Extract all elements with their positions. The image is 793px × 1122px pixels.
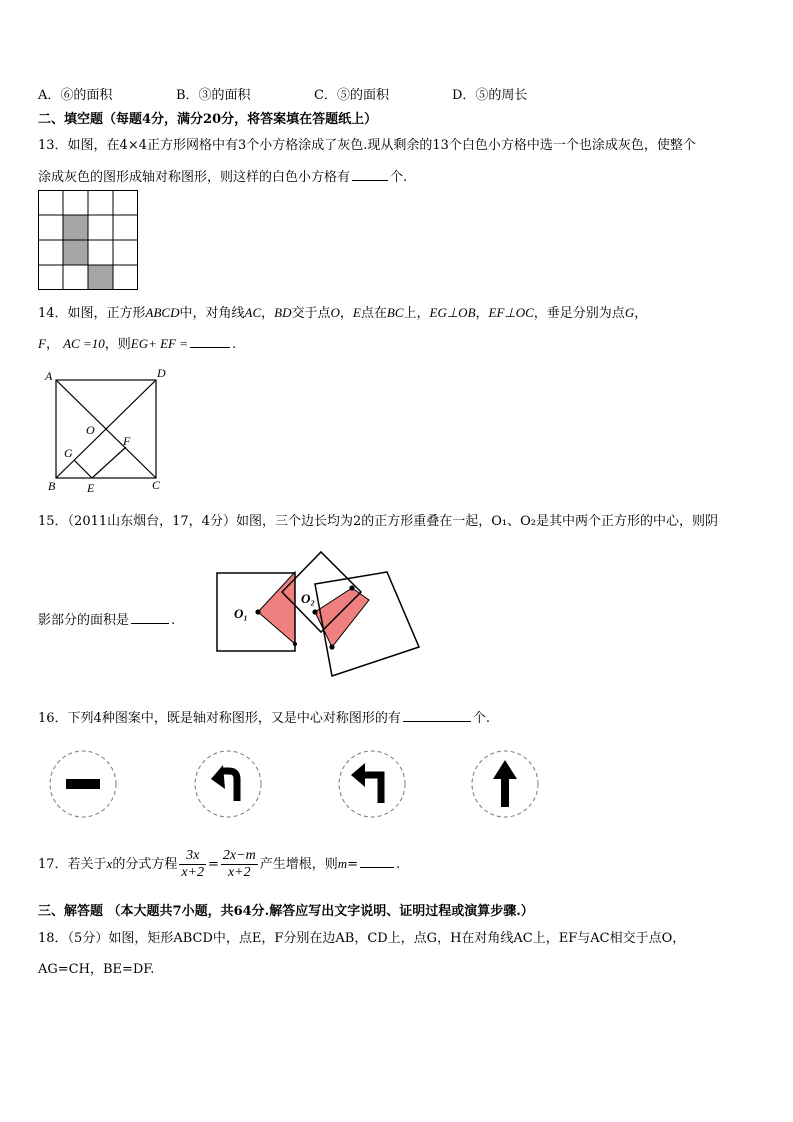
fraction-right (221, 848, 258, 881)
straight-arrow-icon (470, 749, 540, 819)
q17-end: . (396, 857, 401, 872)
section2-header: 二、填空题（每题4分，满分20分，将答案填在答题纸上） (38, 112, 378, 127)
q17-mid: 的分式方程 (112, 857, 178, 872)
q13-text-end: 个. (390, 170, 408, 185)
label-e: E (87, 481, 95, 495)
q14-abcd: ABCD (145, 305, 180, 320)
option-d: D．⑤的周长 (452, 88, 528, 103)
q14-t6: ，垂足分别为点 (533, 306, 625, 321)
q17-line (38, 848, 400, 881)
q14-g: G (624, 305, 635, 320)
q14-c2: ， (339, 306, 353, 321)
answer-blank (131, 622, 169, 624)
q14-t7: ，则 (104, 337, 131, 352)
q17-equals: = (347, 857, 359, 872)
label-o: O (86, 423, 95, 437)
q14-e: E (352, 305, 361, 320)
q14-c3: ， (475, 306, 489, 321)
q14-line1 (38, 302, 647, 321)
q16-line (38, 707, 490, 726)
q14-c4: ， (634, 306, 648, 321)
q14-c5: ， (45, 337, 59, 352)
option-c: C．⑤的面积 (314, 88, 389, 103)
no-entry-symbol-icon (48, 749, 118, 819)
q14-ac: AC (244, 305, 262, 320)
fraction-right-den: x+2 (227, 865, 251, 880)
q14-eg-ob: EG⊥OB (429, 305, 476, 320)
q16-end: 个. (472, 711, 490, 726)
q14-bd: BD (274, 305, 292, 320)
section3-header: 三、解答题 （本大题共7小题，共64分.解答应写出文字说明、证明过程或演算步骤.） (38, 904, 534, 919)
grid-cell-gray-1 (63, 215, 88, 240)
shaded-region-left (258, 572, 295, 644)
q15-text: 影部分的面积是 (38, 613, 130, 628)
label-d: D (157, 366, 166, 380)
grid-cell-gray-3 (88, 265, 113, 290)
label-c: C (152, 478, 161, 492)
q14-period: . (232, 337, 237, 352)
grid-cell-gray-2 (63, 240, 88, 265)
q13-line2 (38, 166, 407, 185)
q14-t3: 交于点 (291, 306, 331, 321)
label-a: A (45, 369, 53, 383)
q14-t4: 点在 (360, 306, 387, 321)
q14-t5: 上， (403, 306, 430, 321)
answer-blank (352, 179, 388, 181)
q13-line1: 13．如图，在4×4正方形网格中有3个小方格涂成了灰色.现从剩余的13个白色小方格中选一个也涂成灰色，使整个 (38, 138, 696, 153)
answer-blank (403, 720, 471, 722)
fraction-left-den: x+2 (181, 865, 205, 880)
q14-o: O (330, 305, 340, 320)
q17-x: x (106, 856, 113, 871)
q17-suffix: 产生增根，则 (259, 857, 338, 872)
option-b: B．③的面积 (176, 88, 251, 103)
q14-bc: BC (386, 305, 404, 320)
label-f: F (123, 434, 131, 448)
u-turn-arrow-icon (193, 749, 263, 819)
q14-f: F (38, 336, 46, 351)
q15-line1: 15．（2011山东烟台，17，4分）如图，三个边长均为2的正方形重叠在一起，O₁、O₂是其中两个正方形的中心，则阴 (38, 514, 718, 529)
q17-m: m (337, 856, 348, 871)
q14-t2: 中，对角线 (179, 306, 245, 321)
q17-prefix: 17．若关于 (38, 857, 107, 872)
q14-line2 (38, 333, 236, 352)
q15-period: . (171, 613, 176, 628)
q13-grid-figure (38, 190, 138, 290)
q14-square-figure (44, 368, 169, 498)
label-o2: O₂ (301, 591, 315, 606)
fraction-right-num: 2x−m (222, 848, 256, 863)
q18-line2: AG=CH，BE=DF. (38, 962, 155, 977)
q14-ef-oc: EF⊥OC (488, 305, 534, 320)
q14-t1: 14．如图，正方形 (38, 306, 146, 321)
shaded-region-right (315, 588, 369, 647)
fraction-left (179, 848, 206, 881)
label-b: B (48, 479, 56, 493)
label-o1: O₁ (234, 606, 248, 621)
left-turn-arrow-icon (337, 749, 407, 819)
answer-blank (360, 866, 394, 868)
option-a: A．⑥的面积 (38, 88, 113, 103)
q18-line1: 18．（5分）如图，矩形ABCD中，点E，F分别在边AB，CD上，点G，H在对角线AC上，EF与AC相交于点O， (38, 931, 686, 946)
q14-sum: EG+ EF = (130, 336, 189, 351)
q15-squares-figure (212, 548, 427, 680)
q13-text: 涂成灰色的图形成轴对称图形，则这样的白色小方格有 (38, 170, 351, 185)
fraction-left-num: 3x (179, 848, 206, 865)
q15-line2 (38, 609, 175, 628)
q17-eq: = (208, 857, 219, 872)
answer-blank (190, 346, 230, 348)
q14-ac10: AC =10 (63, 336, 105, 351)
q14-c1: ， (261, 306, 275, 321)
label-g: G (64, 446, 73, 460)
q16-text: 16．下列4种图案中，既是轴对称图形，又是中心对称图形的有 (38, 711, 401, 726)
